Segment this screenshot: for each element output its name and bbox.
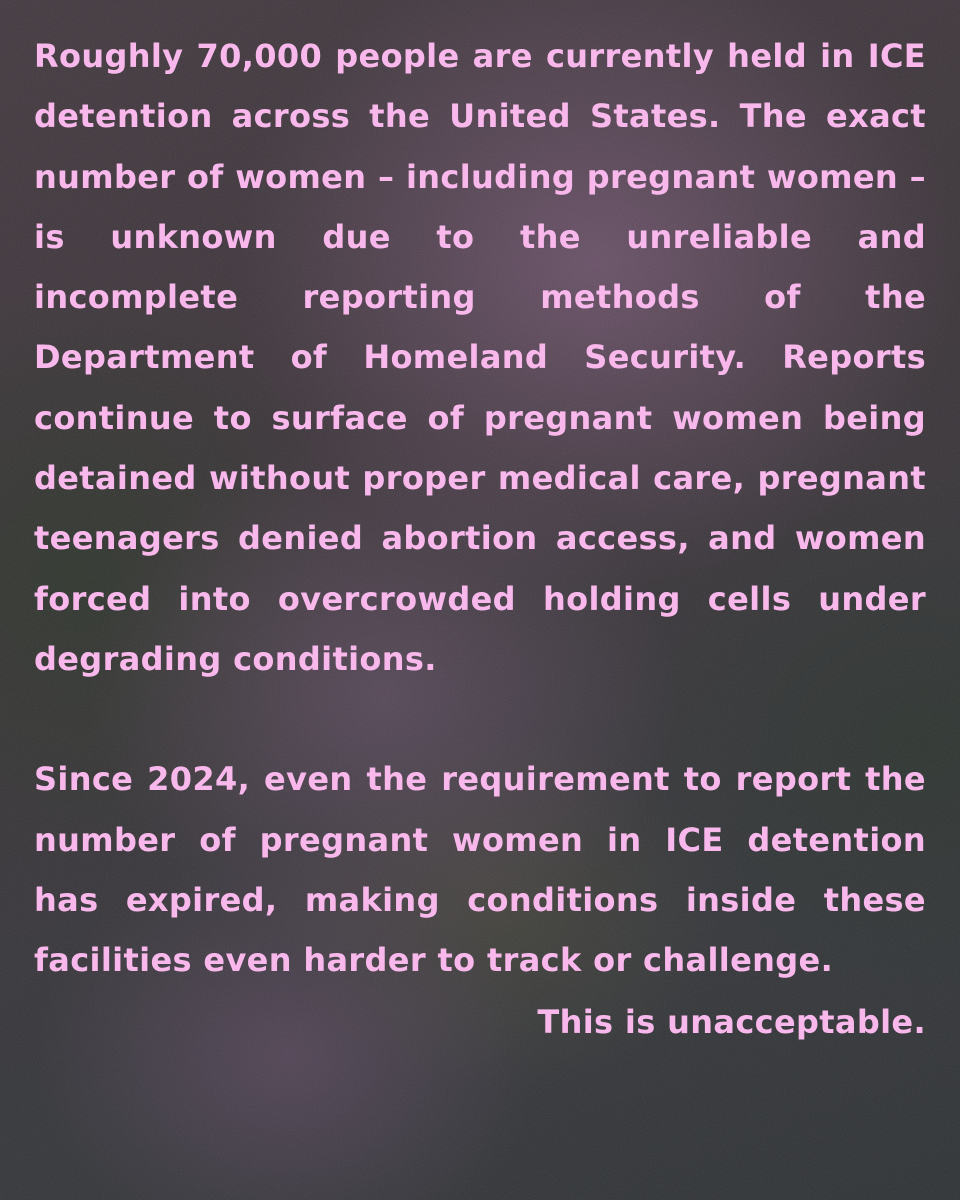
closing-statement: This is unacceptable.	[537, 1003, 926, 1042]
body-text	[34, 26, 926, 1053]
paragraph-detention-overview: Roughly 70,000 people are currently held in ICE detention across the United States. The exact number of women – including pregnant women – is unknown due to the unreliable and incomplete reporting methods of the Department of Homeland Security. Reports continue to surface of pregnant women being detained without proper medical care, pregnant teenagers denied abortion access, and women forced into overcrowded holding cells under degrading conditions.	[34, 37, 926, 678]
paragraph-reporting-requirement: Since 2024, even the requirement to report the number of pregnant women in ICE detention has expired, making conditions inside these facilities even harder to track or challenge.	[34, 760, 926, 980]
